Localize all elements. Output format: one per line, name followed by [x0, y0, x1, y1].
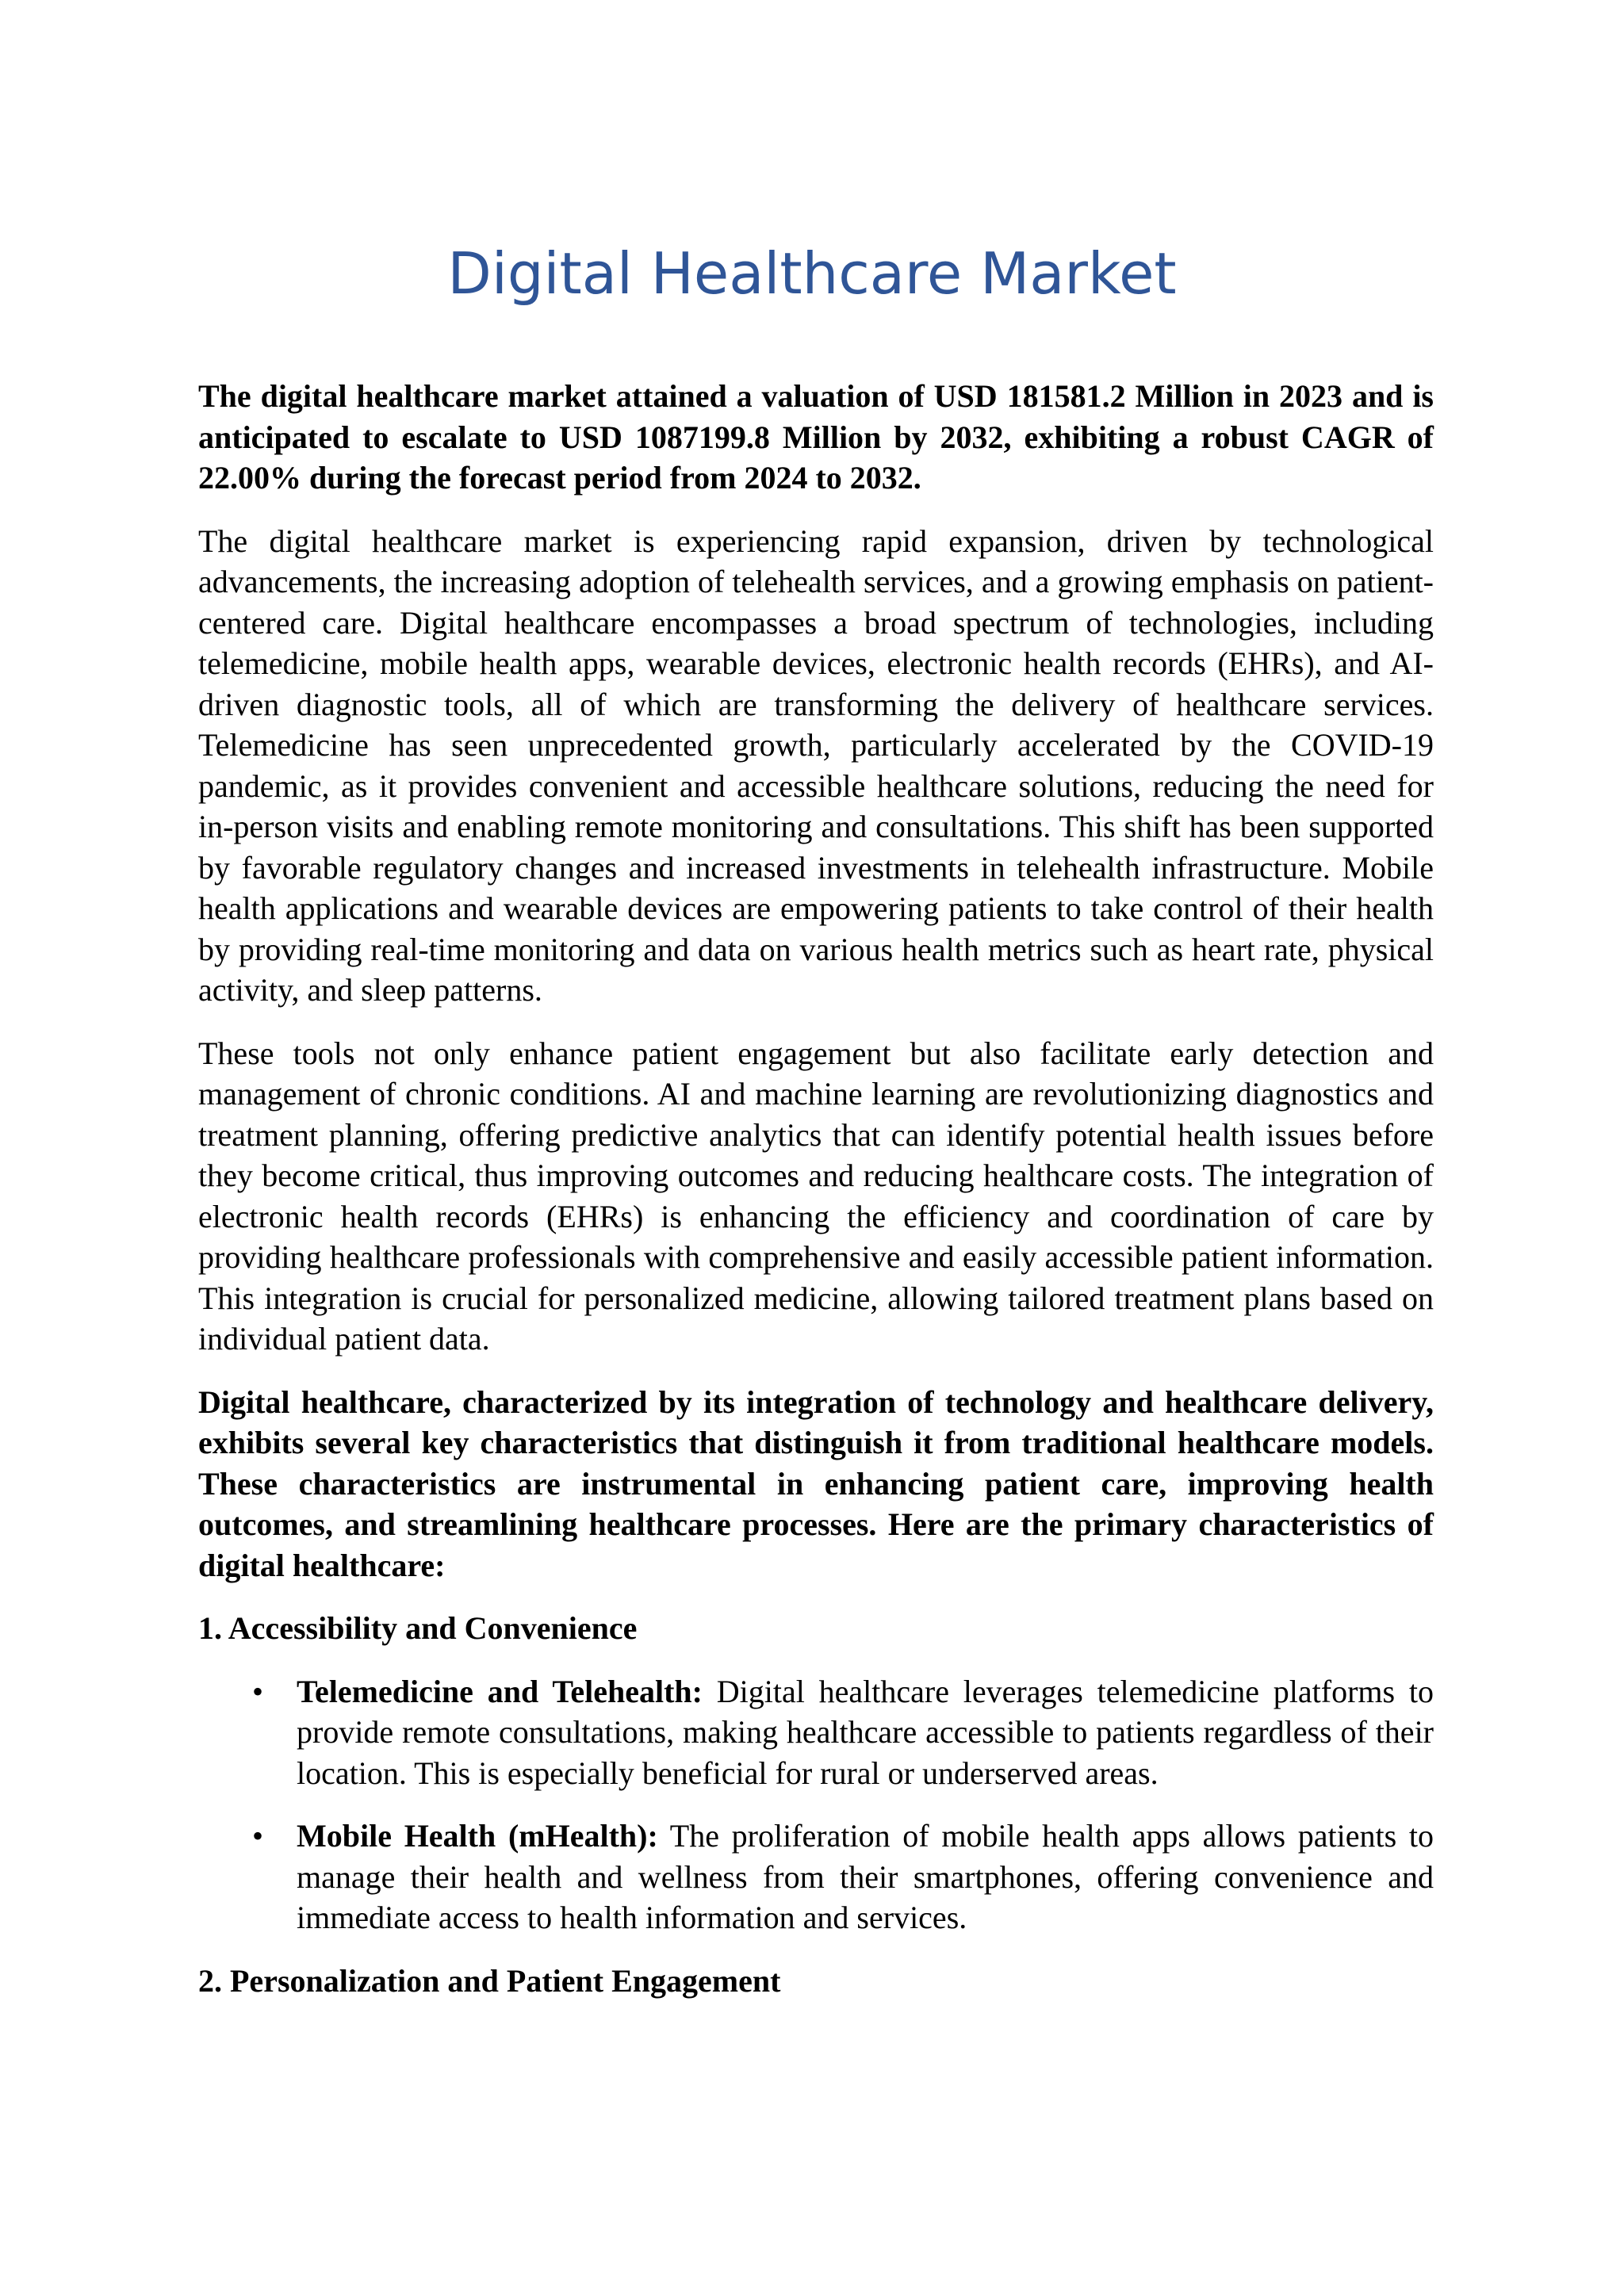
- section-heading-personalization: 2. Personalization and Patient Engagement: [198, 1962, 781, 1999]
- list-item: [198, 1816, 1434, 1938]
- characteristics-intro: Digital healthcare, characterized by its integration of technology and healthcare delivery, exhibits several key characteristics that distinguish it from traditional healthcare models. These characteristics are instrumental in enhancing patient care, improving health outcomes, and streamlining healthcare processes. Here are the primary characteristics of digital healthcare:: [198, 1383, 1434, 1583]
- paragraph-market-overview: The digital healthcare market is experiencing rapid expansion, driven by technological advancements, the increasing adoption of telehealth services, and a growing emphasis on patient-centered care. Digital healthcare encompasses a broad spectrum of technologies, including telemedicine, mobile health apps, wearable devices, electronic health records (EHRs), and AI-driven diagnostic tools, all of which are transforming the delivery of healthcare services. Telemedicine has seen unprecedented growth, particularly accelerated by the COVID-19 pandemic, as it provides convenient and accessible healthcare solutions, reducing the need for in-person visits and enabling remote monitoring and consultations. This shift has been supported by favorable regulatory changes and increased investments in telehealth infrastructure. Mobile health applications and wearable devices are empowering patients to take control of their health by providing real-time monitoring and data on various health metrics such as heart rate, physical activity, and sleep patterns.: [198, 522, 1434, 1008]
- bullet-text: The proliferation of mobile health apps allows patients to manage their health and wellness from their smartphones, offering convenience and immediate access to health information and services.: [297, 1818, 1434, 1935]
- bullet-term: Telemedicine and Telehealth:: [297, 1673, 703, 1709]
- accessibility-bullet-list: [198, 1671, 1434, 1938]
- section-heading-accessibility: 1. Accessibility and Convenience: [198, 1610, 638, 1646]
- intro-summary: The digital healthcare market attained a valuation of USD 181581.2 Million in 2023 and is anticipated to escalate to USD 1087199.8 Million by 2032, exhibiting a robust CAGR of 22.00% during the forecast period from 2024 to 2032.: [198, 378, 1434, 496]
- page-title: Digital Healthcare Market: [447, 240, 1177, 307]
- bullet-icon: •: [251, 1673, 263, 1709]
- bullet-icon: •: [251, 1818, 263, 1854]
- bullet-text: Digital healthcare leverages telemedicine platforms to provide remote consultations, making healthcare accessible to patients regardless of their location. This is especially beneficial for rural or underserved areas.: [297, 1673, 1434, 1791]
- paragraph-tools-impact: These tools not only enhance patient engagement but also facilitate early detection and management of chronic conditions. AI and machine learning are revolutionizing diagnostics and treatment planning, offering predictive analytics that can identify potential health issues before they become critical, thus improving outcomes and reducing healthcare costs. The integration of electronic health records (EHRs) is enhancing the efficiency and coordination of care by providing healthcare professionals with comprehensive and easily accessible patient information. This integration is crucial for personalized medicine, allowing tailored treatment plans based on individual patient data.: [198, 1035, 1434, 1357]
- document-body: [198, 376, 1434, 2023]
- list-item: [198, 1671, 1434, 1794]
- bullet-term: Mobile Health (mHealth):: [297, 1818, 658, 1854]
